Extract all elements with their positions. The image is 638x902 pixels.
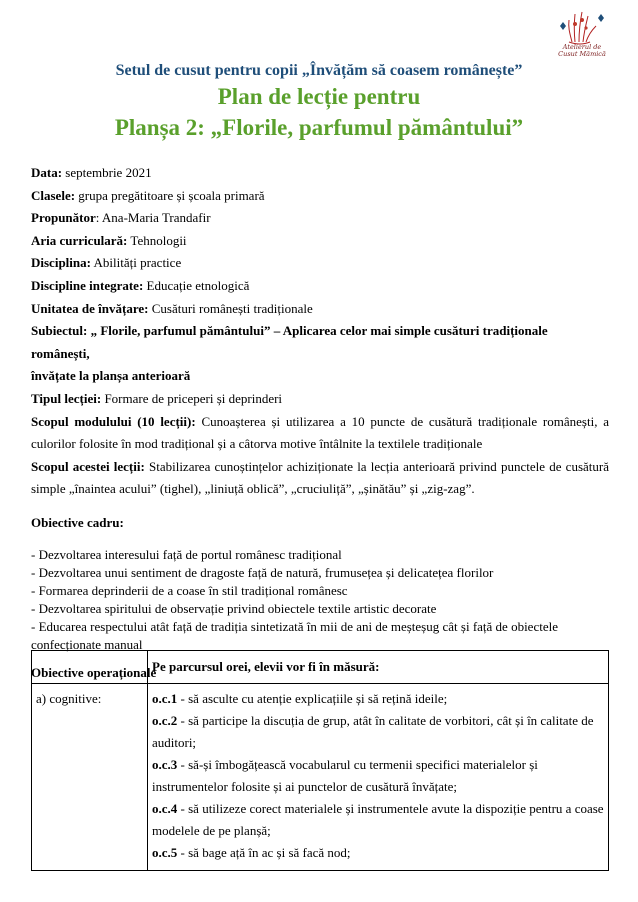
info-aria: Aria curriculară: Tehnologii: [31, 232, 187, 248]
info-integrate: Discipline integrate: Educație etnologică: [31, 277, 250, 293]
objectives-cell: [148, 684, 609, 871]
objective-line: o.c.2 - să participe la discuția de grup, atât în calitate de vorbitori, cât și în calitate de: [152, 713, 594, 728]
objective-line: o.c.3 - să-și îmbogățească vocabularul cu termenii specifici materialelor și: [152, 757, 538, 772]
category-cell: a) cognitive:: [32, 684, 148, 871]
info-tipul: Tipul lecției: Formare de priceperi și deprinderi: [31, 390, 283, 406]
info-scopul-lectiei: Scopul acestei lecții: Stabilizarea cunoștințelor achiziționate la lecția anterioară privind punctele de cusătură: [31, 458, 609, 474]
table-header-cell: Pe parcursul orei, elevii vor fi în măsură:: [148, 651, 609, 684]
obiectiv-cadru-item: - Dezvoltarea interesului față de portul românesc tradițional: [31, 546, 342, 562]
table-header-empty-cell: [32, 651, 148, 684]
info-scopul-modulului-cont: culorilor folosite în mod tradițional și a câtorva motive întâlnite la textilele tradiționale: [31, 436, 483, 452]
info-unitatea: Unitatea de învățare: Cusături românești tradiționale: [31, 300, 313, 316]
info-disciplina: Disciplina: Abilități practice: [31, 255, 182, 271]
info-data: Data: septembrie 2021: [31, 165, 152, 180]
table-header-row: [32, 651, 609, 684]
obiective-cadru-title: Obiective cadru:: [31, 514, 124, 530]
info-propunator: Propunător: Ana-Maria Trandafir: [31, 210, 211, 226]
objective-line: modelele de pe planșă;: [152, 823, 271, 838]
obiectiv-cadru-item: - Educarea respectului atât față de tradiția sintetizată în mii de ani de meșteșug cât și față de obiectele: [31, 618, 558, 634]
info-subiectul: Subiectul: „ Florile, parfumul pământului” – Aplicarea celor mai simple cusături tradiționale românești,: [31, 323, 548, 361]
objective-line: auditori;: [152, 735, 197, 750]
obiectiv-cadru-item: - Dezvoltarea spiritului de observație privind obiectele textile artistic decorate: [31, 600, 437, 616]
table-row: [32, 684, 609, 871]
document-title-lesson: Planșa 2: „Florile, parfumul pământului”: [114, 115, 524, 140]
info-clasele: Clasele: grupa pregătitoare și școala primară: [31, 187, 265, 203]
obiectiv-cadru-item: confecționate manual: [31, 636, 143, 652]
obiectiv-cadru-item: - Dezvoltarea unui sentiment de dragoste față de natură, frumusețea și delicatețea florilor: [31, 564, 494, 580]
obiective-operationale-title: Obiective operaționale: [31, 664, 157, 680]
objective-line: instrumentelor folosite și ai punctelor de cusătură învățate;: [152, 779, 458, 794]
info-scopul-modulului: Scopul modulului (10 lecții): Cunoașterea și utilizarea a 10 puncte de cusătură tradiționale românești, a: [31, 413, 609, 429]
lesson-info: [31, 162, 609, 695]
info-subiectul-cont: învățate la planșa anterioară: [31, 368, 191, 384]
logo: [552, 6, 612, 62]
obiective-table: [31, 650, 609, 871]
objective-line: o.c.4 - să utilizeze corect materialele și instrumentele avute la dispoziție pentru a coase: [152, 801, 604, 816]
obiectiv-cadru-item: - Formarea deprinderii de a coase în stil tradițional românesc: [31, 582, 348, 598]
info-scopul-lectiei-cont: simple „înaintea acului” (tighel), „liniuță oblică”, „cruciuliță”, „șinătău” și „zig-zag”.: [31, 481, 475, 497]
document-title: Plan de lecție pentru: [217, 84, 421, 109]
document-subtitle: Setul de cusut pentru copii „Învățăm să coasem românește”: [115, 62, 523, 79]
logo-text: Atelierul de Cusut Mămică: [558, 43, 606, 58]
objective-line: o.c.1 - să asculte cu atenție explicațiile și să rețină ideile;: [152, 691, 448, 706]
hand-flower-logo-icon: [552, 6, 612, 46]
objective-line: o.c.5 - să bage ață în ac și să facă nod;: [152, 845, 351, 860]
